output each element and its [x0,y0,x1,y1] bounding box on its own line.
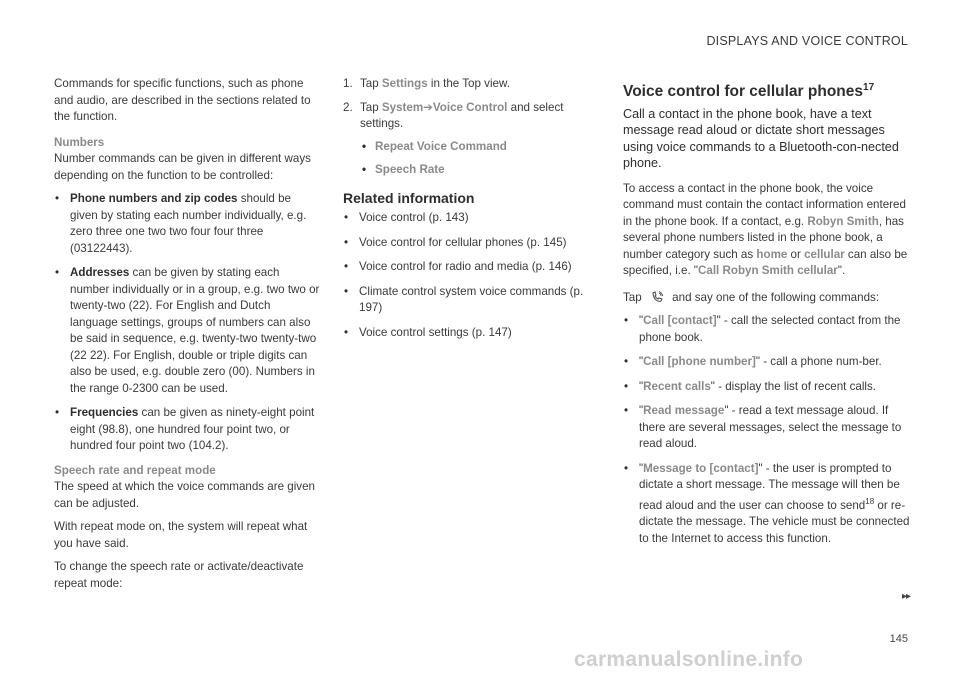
related-link[interactable]: • Voice control for radio and media (p. 146) [343,259,599,276]
command-desc: - call a phone num-ber. [759,355,882,369]
speech-paragraph: With repeat mode on, the system will repeat what you have said. [54,520,308,550]
text: or [787,247,805,261]
arrow-right-icon: ➔ [423,100,433,114]
list-item: • "Call [phone number]" - call a phone num-ber. [623,354,913,371]
ui-keyword: Voice Control [432,100,508,114]
text: , has several phone numbers listed in the phone book, a number category such as [623,214,904,261]
next-page-icon[interactable]: ▸▸ [901,591,910,602]
speech-heading: Speech rate and repeat mode [54,463,216,477]
list-item: • "Call [contact]" - call the selected contact from the phone book. [623,313,913,346]
list-item: • Repeat Voice Command [360,139,599,156]
list-item [54,405,320,455]
step-number: 2. [343,100,353,114]
voice-command: Recent calls [643,379,711,393]
text: ". [837,264,846,278]
watermark: carmanualsonline.info [574,648,804,671]
step-text: Tap [360,77,382,90]
bullet-term: Addresses [70,266,130,279]
text: can also be specified, i.e. " [623,247,908,278]
keyword: cellular [804,247,845,261]
step-text: in the Top view. [427,77,510,90]
tap-paragraph [623,290,913,307]
list-item: • "Read message" - read a text message aloud. If there are several messages, select the message to read aloud. [623,403,913,453]
command-desc: - display the list of recent calls. [714,379,877,393]
column-right [623,80,913,555]
voice-command: Read message [643,404,725,418]
keyword: home [756,247,788,261]
commands-list [623,313,913,547]
list-item: • "Message to [contact]" - the user is prompted to dictate a short message. The message will then be read aloud and the user can choose to send$^{18}$ or re-dictate the message. The vehicle must be connected to the Internet to access this function. [623,461,913,547]
command-desc: - read a text message aloud. If there are several messages, select the message to read aloud. [639,404,902,451]
bullet-text: can be given as ninety-eight point eight (98.8), one hundred four point two, or hundred four point two (104.2). [70,406,315,452]
steps-list [343,76,599,179]
list-item: • "Recent calls" - display the list of recent calls. [623,379,913,396]
command-desc: - call the selected contact from the phone book. [639,314,901,344]
list-item [54,191,320,257]
speech-paragraph: To change the speech rate or activate/deactivate repeat mode: [54,560,304,590]
voice-command: Call [phone number] [643,355,756,369]
bullet-term: Frequencies [70,406,139,419]
voice-control-icon [650,291,664,303]
example-name: Robyn Smith [807,214,879,228]
ui-keyword: System [381,100,424,114]
command-desc: or re-dictate the message. The vehicle must be connected to the Internet to access this function. [639,498,910,545]
bullet-text: can be given by stating each number individually or in a group, e.g. two two or twenty-two (22). For English and Dutch language settings, groups of numbers can also be said in sequence, e.g. twenty-two twenty-two (22 22). For English, double or triple digits can also be used, e.g. double zero (00). Numbers in the range 0-2300 can be used. [70,266,320,395]
numbers-list [54,191,320,455]
footnote-ref: 17 [863,82,875,93]
voice-command: Call [contact] [643,314,717,328]
footnote-ref: 18 [865,496,875,506]
column-middle [343,76,599,349]
numbers-heading: Numbers [54,135,105,149]
step-item [343,100,599,179]
text: Tap [623,290,642,304]
related-list [343,210,599,341]
bullet-term: Phone numbers and zip codes [70,192,238,205]
bullet-text: should be given by stating each number individually, e.g. zero three one two two four four three (03122443). [70,192,307,255]
list-item [54,265,320,397]
section-header: DISPLAYS AND VOICE CONTROL [706,34,908,48]
intro-paragraph: Commands for specific functions, such as phone and audio, are described in the sections related to the function. [54,77,311,123]
example-command: Call Robyn Smith cellular [698,264,838,278]
page-number: 145 [889,633,908,645]
settings-sublist [360,139,599,179]
text: To access a contact in the phone book, the voice command must contain the contact information entered in the phone book. If a contact, e.g. [623,181,906,228]
related-link[interactable]: • Voice control (p. 143) [343,210,599,227]
speech-paragraph: The speed at which the voice commands are given can be adjusted. [54,480,316,510]
step-item [343,76,599,93]
page-title [623,80,913,101]
voice-command: Message to [contact] [643,461,759,475]
step-text: Tap [360,100,382,114]
related-link[interactable]: • Voice control settings (p. 147) [343,325,599,342]
command-desc: - the user is prompted to dictate a short message. The message will then be read aloud and the user can choose to send [639,461,900,512]
step-number: 1. [343,77,353,90]
title-text: Voice control for cellular phones [623,83,864,101]
related-heading: Related information [343,189,475,206]
step-text: and select settings. [360,100,564,130]
related-link[interactable]: • Voice control for cellular phones (p. 145) [343,235,599,252]
text: and say one of the following commands: [672,290,880,304]
numbers-text: Number commands can be given in different ways depending on the function to be controlled: [54,152,311,182]
list-item: • Speech Rate [360,162,599,179]
intro-paragraph: Call a contact in the phone book, have a text message read aloud or dictate short messages using voice commands to a Bluetooth-con-nected phone. [623,106,899,171]
related-link[interactable]: • Climate control system voice commands (p. 197) [343,284,599,317]
ui-keyword: Settings [381,77,428,90]
column-left [54,76,320,599]
contact-paragraph [623,181,913,280]
